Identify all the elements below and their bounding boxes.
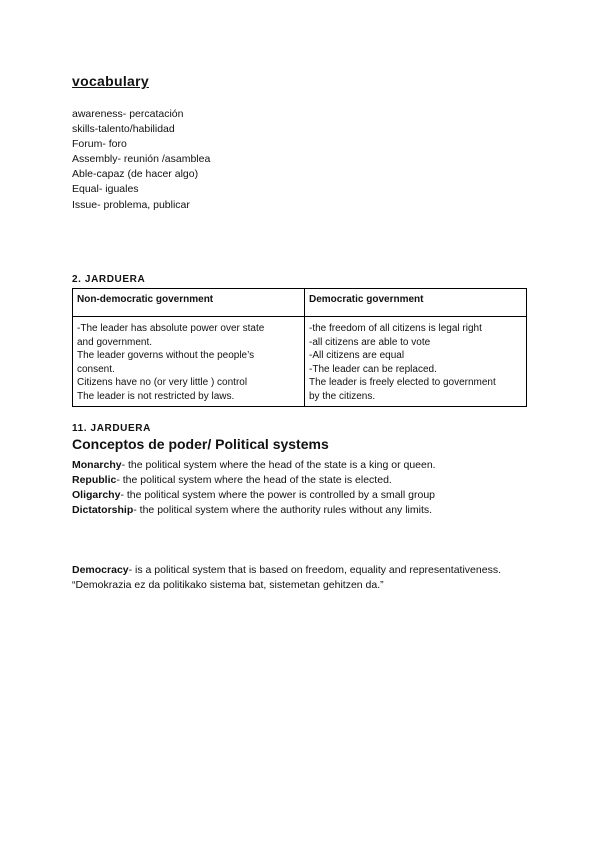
definition-oligarchy [72,488,436,503]
cell-line: consent. [77,363,115,375]
cell-line: The leader is freely elected to government [309,377,496,389]
definition-text: - the political system where the authority rules without any limits. [133,504,433,516]
vocabulary-title: vocabulary [72,73,149,89]
jarduera-11-heading: 11. JARDUERA [72,423,151,434]
definition-dictatorship [72,503,436,518]
cell-line: and government. [77,336,153,348]
vocabulary-list [72,107,210,213]
definition-republic [72,473,436,488]
vocabulary-item: Able-capaz (de hacer algo) [72,168,199,181]
democracy-block [72,563,501,593]
table-header-row [73,289,527,317]
definition-democracy [72,563,501,578]
definitions-list [72,458,436,518]
political-systems-title: Conceptos de poder/ Political systems [72,436,329,452]
cell-line: The leader is not restricted by laws. [77,390,235,402]
cell-line: by the citizens. [309,390,376,402]
cell-line: The leader governs without the people’s [77,350,255,362]
vocabulary-item: skills-talento/habilidad [72,123,175,136]
cell-line: -all citizens are able to vote [309,336,431,348]
vocabulary-item: Issue- problema, publicar [72,198,190,211]
cell-line: -the freedom of all citizens is legal right [309,323,482,334]
table-row [73,317,527,407]
definition-term: Dictatorship [72,504,134,516]
definition-term: Democracy [72,564,129,576]
non-democratic-cell [73,317,305,407]
vocabulary-item: Equal- iguales [72,183,139,196]
cell-line: -The leader has absolute power over state [77,323,265,334]
democracy-quote: “Demokrazia ez da politikako sistema bat, sistemetan gehitzen da.” [72,579,384,591]
cell-line: -All citizens are equal [309,350,405,362]
definition-term: Oligarchy [72,489,121,501]
definition-term: Republic [72,474,117,486]
definition-text: - is a political system that is based on freedom, equality and representativeness. [128,564,501,576]
jarduera-2-heading: 2. JARDUERA [72,274,146,285]
definition-text: - the political system where the power is controlled by a small group [120,489,435,501]
vocabulary-item: Forum- foro [72,138,127,151]
democratic-cell [305,317,527,407]
government-comparison-table [72,288,527,407]
table-header-democratic: Democratic government [305,289,527,317]
table-header-non-democratic: Non-democratic government [73,289,305,317]
definition-monarchy [72,458,436,473]
vocabulary-item: Assembly- reunión /asamblea [72,153,211,166]
definition-text: - the political system where the head of the state is elected. [116,474,392,486]
cell-line: Citizens have no (or very little ) control [77,377,248,389]
vocabulary-item: awareness- percatación [72,108,184,120]
definition-text: - the political system where the head of the state is a king or queen. [121,459,436,471]
definition-term: Monarchy [72,459,122,471]
cell-line: -The leader can be replaced. [309,363,437,375]
